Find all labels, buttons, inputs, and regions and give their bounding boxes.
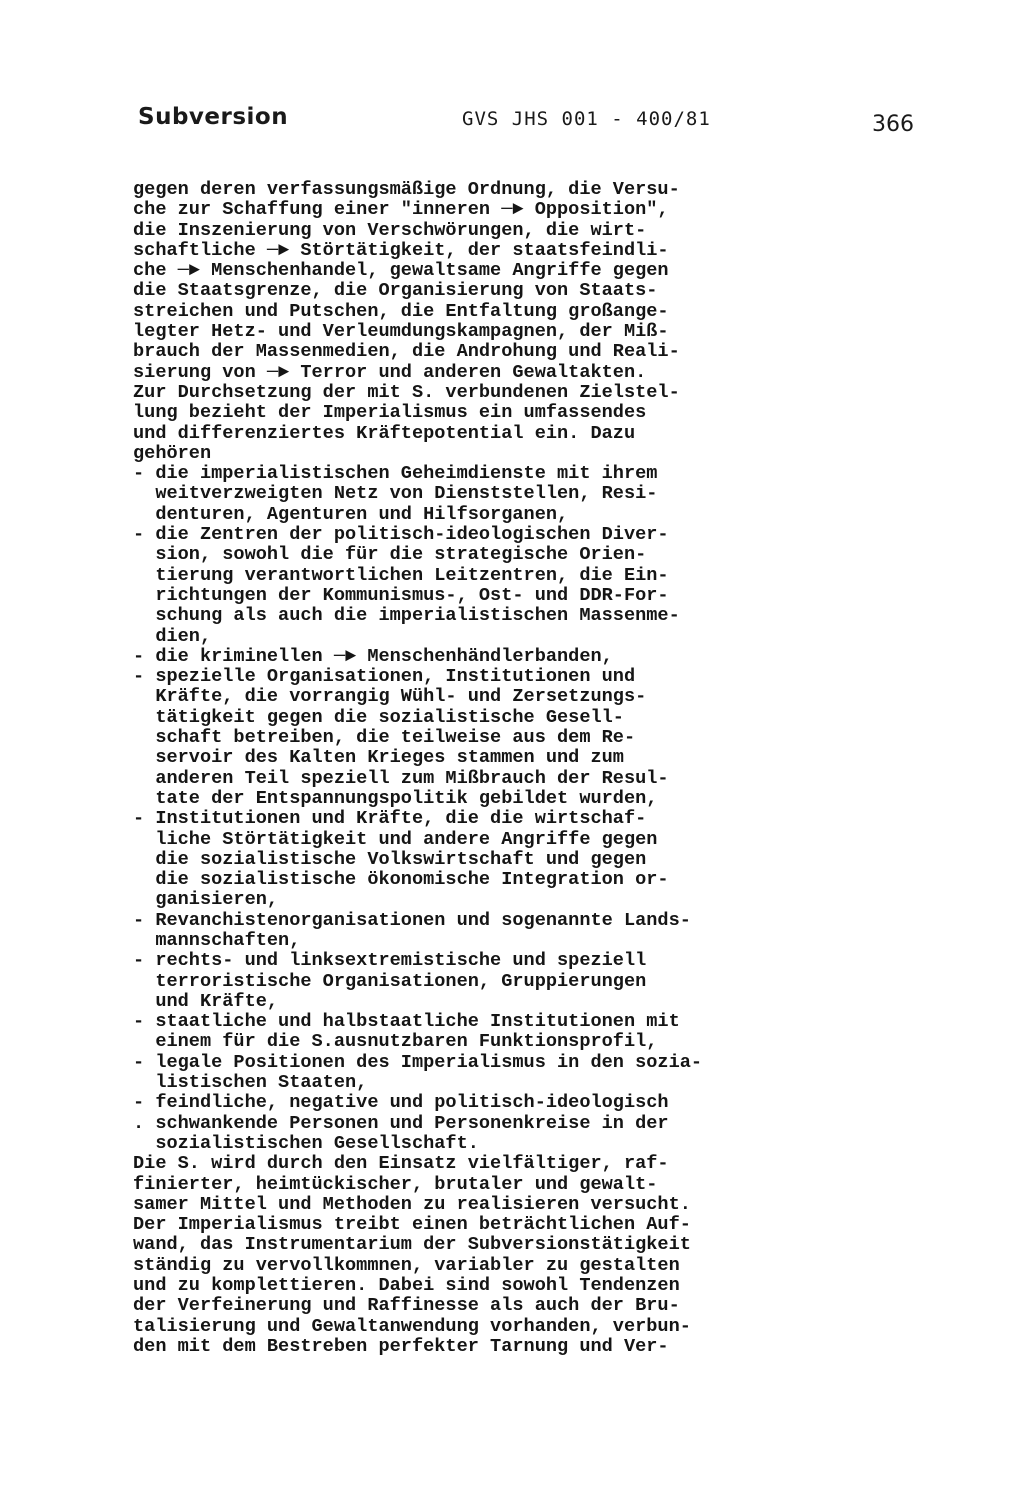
text-line: - staatliche und halbstaatliche Institutionen mit <box>133 1011 680 1033</box>
text-line: - die kriminellen ─► Menschenhändlerbanden, <box>133 645 613 667</box>
text-line: einem für die S.ausnutzbaren Funktionsprofil, <box>133 1031 658 1053</box>
text-line: weitverzweigten Netz von Dienststellen, Resi- <box>133 483 658 505</box>
text-line: sierung von ─► Terror und anderen Gewaltakten. <box>133 361 647 383</box>
text-line: Kräfte, die vorrangig Wühl- und Zersetzungs- <box>133 686 647 708</box>
text-line: der Verfeinerung und Raffinesse als auch der Bru- <box>133 1295 680 1317</box>
text-line: den mit dem Bestreben perfekter Tarnung und Ver- <box>133 1335 669 1357</box>
text-line: tate der Entspannungspolitik gebildet wurden, <box>133 787 658 809</box>
text-line: finierter, heimtückischer, brutaler und gewalt- <box>133 1173 658 1195</box>
text-line: streichen und Putschen, die Entfaltung großange- <box>133 300 669 322</box>
text-line: . schwankende Personen und Personenkreise in der <box>133 1112 669 1134</box>
text-line: che ─► Menschenhandel, gewaltsame Angriffe gegen <box>133 260 669 282</box>
text-line: gehören <box>133 442 212 464</box>
text-line: che zur Schaffung einer "inneren ─► Opposition", <box>133 199 669 221</box>
text-line: - Revanchistenorganisationen und sogenannte Lands- <box>133 909 691 931</box>
body-text <box>133 180 773 1357</box>
text-line: und differenziertes Kräftepotential ein. Dazu <box>133 422 636 444</box>
text-line: schung als auch die imperialistischen Massenme- <box>133 605 680 627</box>
text-line: - legale Positionen des Imperialismus in den sozia- <box>133 1051 703 1073</box>
text-line: terroristische Organisationen, Gruppierungen <box>133 970 647 992</box>
text-line: lung bezieht der Imperialismus ein umfassendes <box>133 402 647 424</box>
text-line: - Institutionen und Kräfte, die die wirtschaf- <box>133 808 647 830</box>
document-reference: GVS JHS 001 - 400/81 <box>462 108 711 130</box>
text-line: wand, das Instrumentarium der Subversionstätigkeit <box>133 1234 691 1256</box>
text-line: - rechts- und linksextremistische und speziell <box>133 950 647 972</box>
text-line: - feindliche, negative und politisch-ideologisch <box>133 1092 669 1114</box>
text-line: die sozialistische Volkswirtschaft und gegen <box>133 848 647 870</box>
text-line: ständig zu vervollkommnen, variabler zu gestalten <box>133 1254 680 1276</box>
text-line: Der Imperialismus treibt einen beträchtlichen Auf- <box>133 1214 691 1236</box>
text-line: richtungen der Kommunismus-, Ost- und DDR-For- <box>133 584 669 606</box>
text-line: Die S. wird durch den Einsatz vielfältiger, raf- <box>133 1153 669 1175</box>
text-line: brauch der Massenmedien, die Androhung und Reali- <box>133 341 680 363</box>
text-line: legter Hetz- und Verleumdungskampagnen, der Miß- <box>133 321 669 343</box>
text-line: servoir des Kalten Krieges stammen und zum <box>133 747 624 769</box>
text-line: sozialistischen Gesellschaft. <box>133 1132 479 1154</box>
text-line: Zur Durchsetzung der mit S. verbundenen Zielstel- <box>133 381 680 403</box>
text-line: und Kräfte, <box>133 990 279 1012</box>
text-line: schaftliche ─► Störtätigkeit, der staatsfeindli- <box>133 239 669 261</box>
text-line: listischen Staaten, <box>133 1072 368 1094</box>
page-number: 366 <box>872 112 914 137</box>
text-line: talisierung und Gewaltanwendung vorhanden, verbun- <box>133 1315 691 1337</box>
text-line: liche Störtätigkeit und andere Angriffe gegen <box>133 828 658 850</box>
text-line: und zu komplettieren. Dabei sind sowohl Tendenzen <box>133 1275 680 1297</box>
text-line: tätigkeit gegen die sozialistische Gesell- <box>133 706 624 728</box>
text-line: denturen, Agenturen und Hilfsorganen, <box>133 503 569 525</box>
text-line: anderen Teil speziell zum Mißbrauch der Resul- <box>133 767 669 789</box>
text-line: die Staatsgrenze, die Organisierung von Staats- <box>133 280 658 302</box>
text-line: gegen deren verfassungsmäßige Ordnung, die Versu- <box>133 179 680 200</box>
text-line: mannschaften, <box>133 929 301 951</box>
text-line: samer Mittel und Methoden zu realisieren versucht. <box>133 1193 691 1215</box>
text-line: - die imperialistischen Geheimdienste mit ihrem <box>133 463 658 485</box>
text-line: - die Zentren der politisch-ideologischen Diver- <box>133 524 669 546</box>
text-line: schaft betreiben, die teilweise aus dem Re- <box>133 727 636 749</box>
text-line: - spezielle Organisationen, Institutionen und <box>133 666 636 688</box>
text-line: die Inszenierung von Verschwörungen, die wirt- <box>133 219 647 241</box>
text-line: tierung verantwortlichen Leitzentren, die Ein- <box>133 564 669 586</box>
text-line: die sozialistische ökonomische Integration or- <box>133 869 669 891</box>
text-line: ganisieren, <box>133 889 279 911</box>
page-section-title: Subversion <box>138 104 289 130</box>
text-line: sion, sowohl die für die strategische Orien- <box>133 544 647 566</box>
text-line: dien, <box>133 625 212 647</box>
